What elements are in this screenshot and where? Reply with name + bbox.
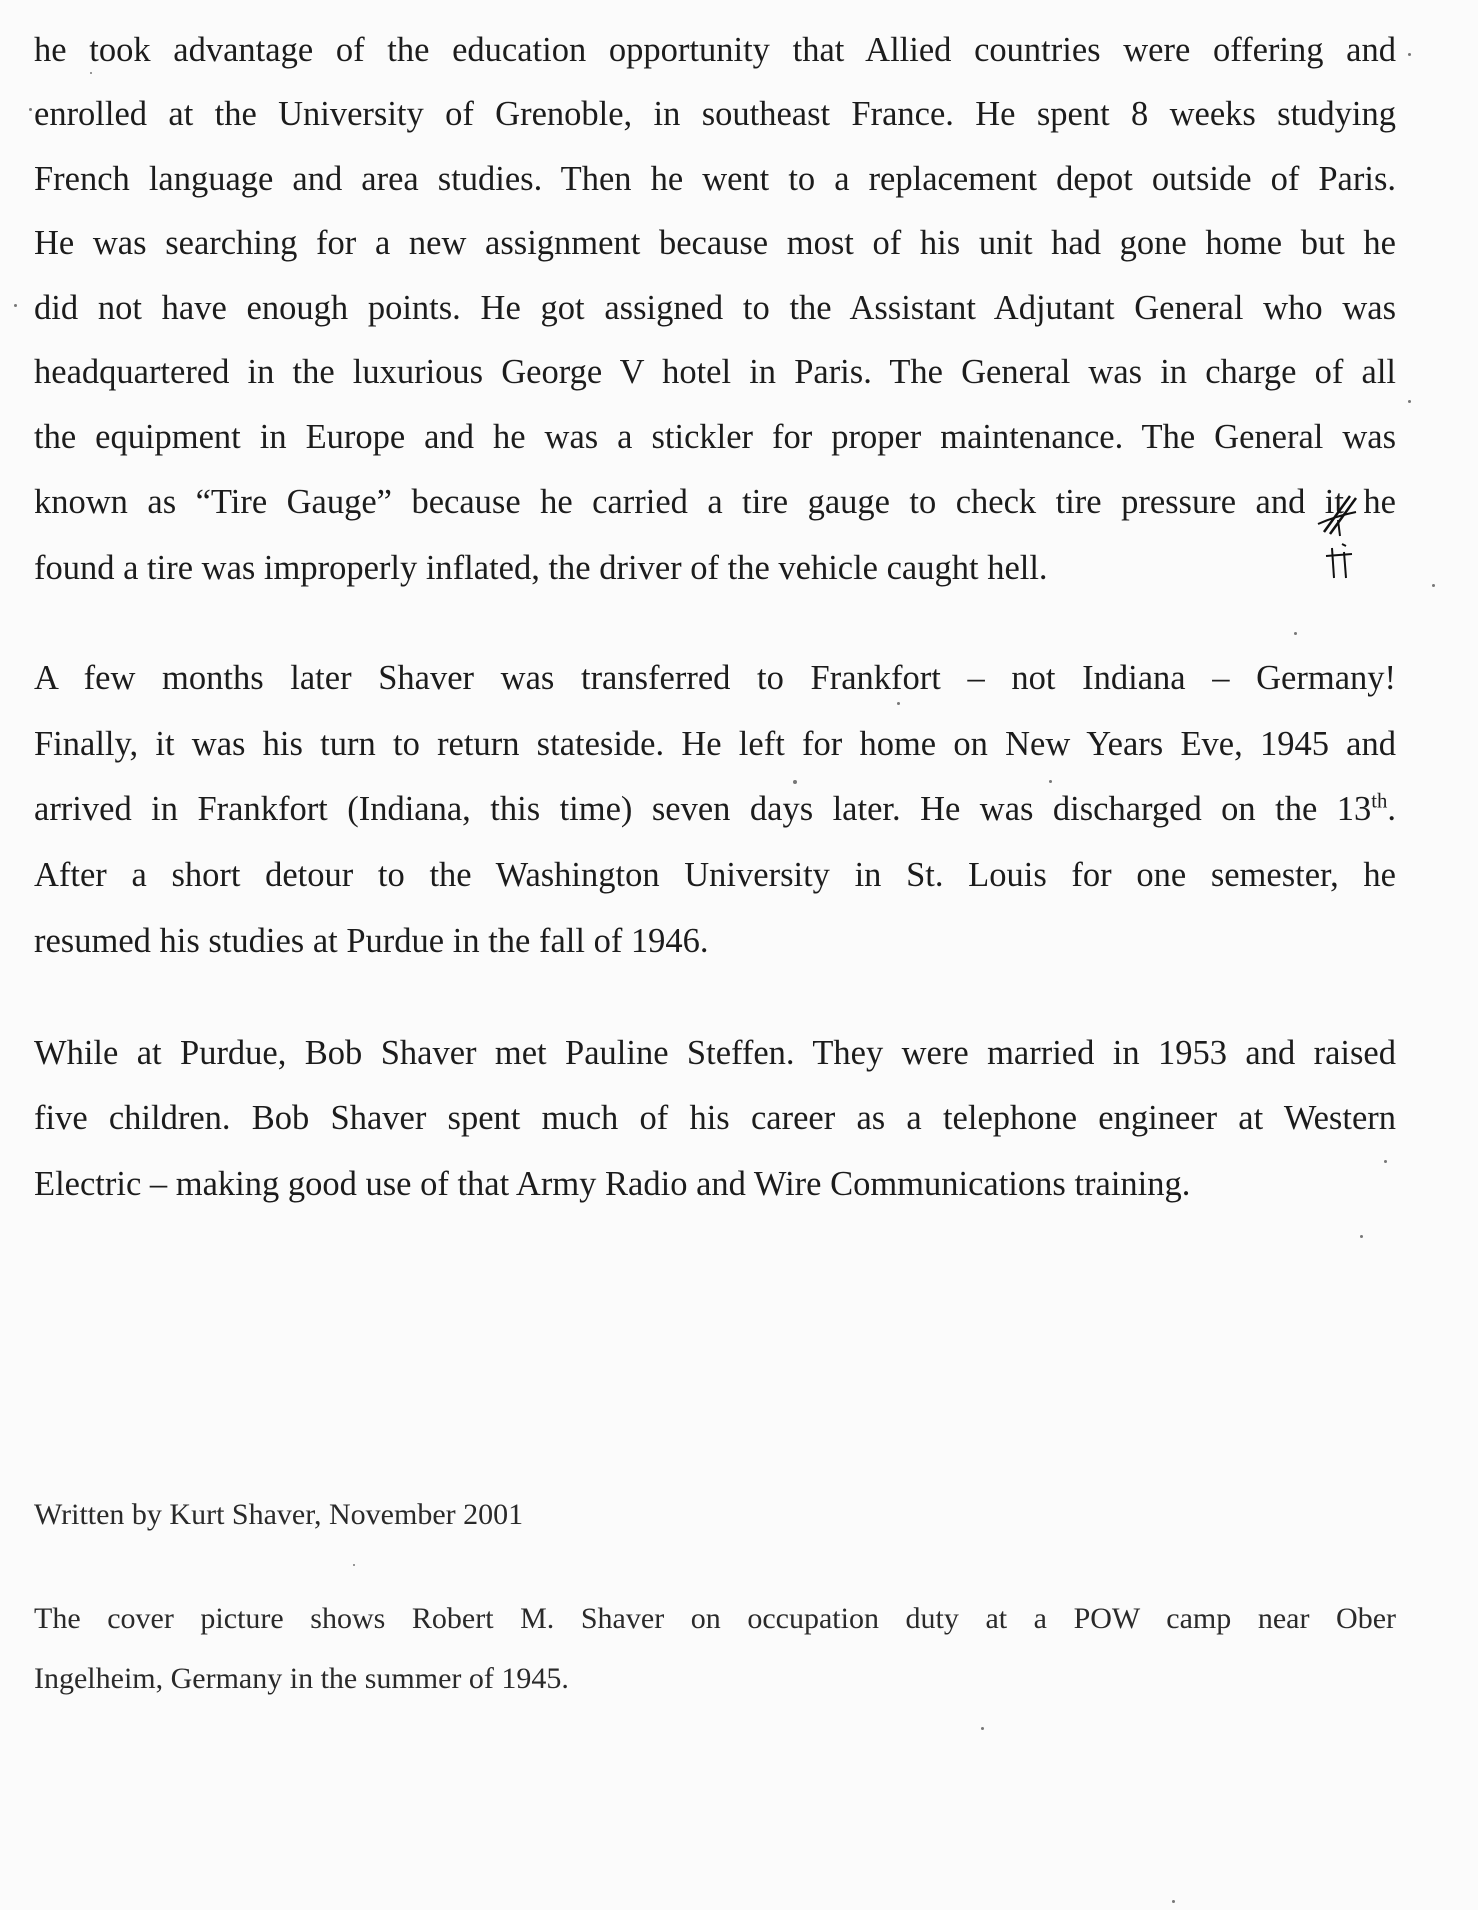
p1-line-3: French language and area studies. Then he went to a replacement depot outside of Paris. <box>34 160 1396 198</box>
handwritten-correction-mark <box>1316 490 1366 580</box>
scan-speck <box>14 304 17 307</box>
byline: Written by Kurt Shaver, November 2001 <box>34 1498 524 1531</box>
p2-line-3-end: . <box>1387 790 1396 828</box>
scan-speck <box>29 108 32 111</box>
cover-note-line-1: The cover picture shows Robert M. Shaver on occupation duty at a POW camp near Ober <box>34 1602 1396 1635</box>
p1-line-1: he took advantage of the education opportunity that Allied countries were offering and <box>34 31 1396 69</box>
p2-line-5: resumed his studies at Purdue in the fall of 1946. <box>34 922 709 960</box>
p1-line-7: the equipment in Europe and he was a stickler for proper maintenance. The General was <box>34 418 1396 456</box>
scan-speck <box>1360 1235 1363 1238</box>
scan-speck <box>1172 1900 1175 1903</box>
p1-line-9: found a tire was improperly inflated, the driver of the vehicle caught hell. <box>34 549 1048 587</box>
scan-speck <box>1294 632 1297 635</box>
p1-line-2: enrolled at the University of Grenoble, in southeast France. He spent 8 weeks studying <box>34 95 1396 133</box>
scan-speck <box>353 1564 355 1566</box>
p2-line-4: After a short detour to the Washington University in St. Louis for one semester, he <box>34 856 1396 894</box>
p3-line-3: Electric – making good use of that Army Radio and Wire Communications training. <box>34 1165 1191 1203</box>
scan-speck <box>1408 53 1411 56</box>
scan-speck <box>793 780 797 784</box>
cover-note-line-2: Ingelheim, Germany in the summer of 1945. <box>34 1662 569 1695</box>
p2-line-1: A few months later Shaver was transferred to Frankfort – not Indiana – Germany! <box>34 659 1396 697</box>
scan-speck <box>1384 1160 1387 1163</box>
scan-speck <box>90 72 92 74</box>
scan-speck <box>1432 584 1435 587</box>
p3-line-1: While at Purdue, Bob Shaver met Pauline Steffen. They were married in 1953 and raised <box>34 1034 1396 1072</box>
scan-speck <box>981 1727 984 1730</box>
scan-speck <box>1408 400 1411 403</box>
p2-line-3 <box>34 789 1396 829</box>
p1-line-8: known as “Tire Gauge” because he carried a tire gauge to check tire pressure and it he <box>34 483 1396 521</box>
p1-line-5: did not have enough points. He got assigned to the Assistant Adjutant General who was <box>34 289 1396 327</box>
p2-line-3-main: arrived in Frankfort (Indiana, this time) seven days later. He was discharged on the 13 <box>34 790 1372 828</box>
p1-line-4: He was searching for a new assignment because most of his unit had gone home but he <box>34 224 1396 262</box>
p2-line-2: Finally, it was his turn to return stateside. He left for home on New Years Eve, 1945 and <box>34 725 1396 763</box>
ordinal-suffix: th <box>1371 790 1388 813</box>
scan-speck <box>897 702 900 705</box>
p3-line-2: five children. Bob Shaver spent much of his career as a telephone engineer at Western <box>34 1099 1396 1137</box>
p1-line-6: headquartered in the luxurious George V hotel in Paris. The General was in charge of all <box>34 353 1396 391</box>
scan-speck <box>1049 780 1052 783</box>
